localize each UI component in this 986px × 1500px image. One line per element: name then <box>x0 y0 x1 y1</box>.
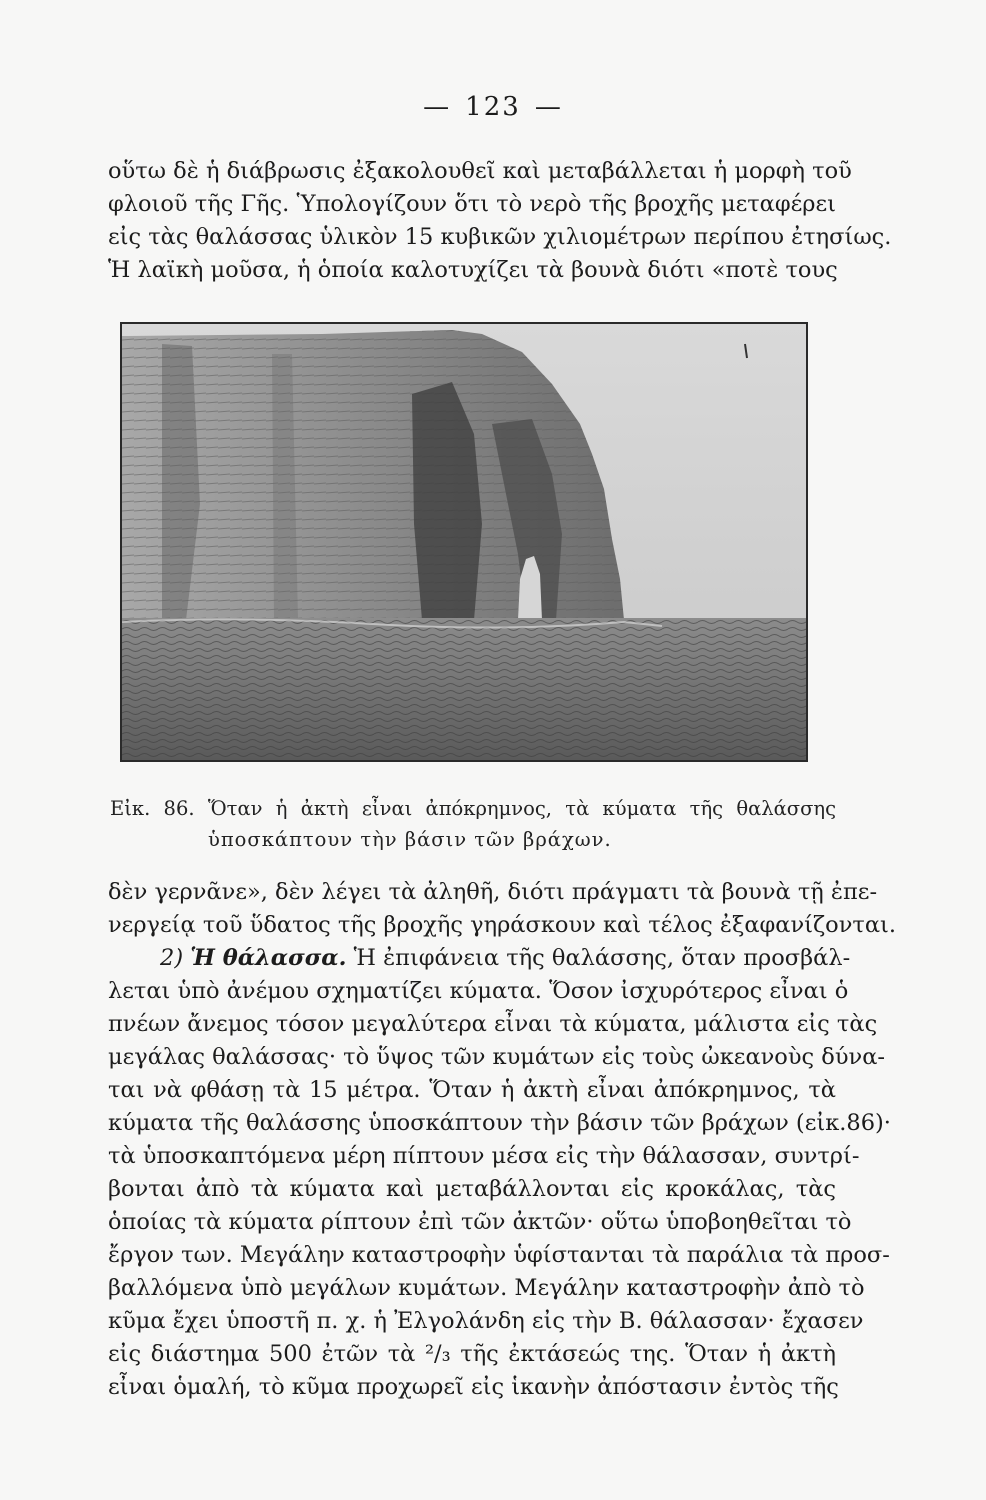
top-text-line-1: οὕτω δὲ ἡ διάβρωσις ἐξακολουθεῖ καὶ μεταβάλλεται ἡ μορφὴ τοῦ <box>108 158 852 184</box>
figure-caption-line-2: ὑποσκάπτουν τὴν βάσιν τῶν βράχων. <box>208 828 612 851</box>
dash-left: — <box>423 92 452 122</box>
body-line-11: ὁποίας τὰ κύματα ρίπτουν ἐπὶ τῶν ἀκτῶν· οὕτω ὑποβοηθεῖται τὸ <box>108 1209 852 1235</box>
section-number: 2) <box>160 945 184 971</box>
figure-caption-line-1: Εἰκ. 86. Ὅταν ἡ ἀκτὴ εἶναι ἀπόκρημνος, τὰ κύματα τῆς θαλάσσης <box>110 797 836 820</box>
section-heading-line <box>160 943 851 973</box>
body-line-5: πνέων ἄνεμος τόσον μεγαλύτερα εἶναι τὰ κύματα, μάλιστα εἰς τὰς <box>108 1011 878 1037</box>
dash-right: — <box>534 92 563 122</box>
body-line-15: εἰς διάστημα 500 ἐτῶν τὰ ²/₃ τῆς ἐκτάσεώς της. Ὅταν ἡ ἀκτὴ <box>108 1341 836 1367</box>
top-text-line-2: φλοιοῦ τῆς Γῆς. Ὑπολογίζουν ὅτι τὸ νερὸ τῆς βροχῆς μεταφέρει <box>108 191 836 217</box>
body-line-14: κῦμα ἔχει ὑποστῆ π. χ. ἡ Ἐλγολάνδη εἰς τὴν Β. θάλασσαν· ἔχασεν <box>108 1308 864 1334</box>
body-line-10: βονται ἀπὸ τὰ κύματα καὶ μεταβάλλονται εἰς κροκάλας, τὰς <box>108 1176 836 1202</box>
cliff-illustration <box>122 324 806 760</box>
body-line-13: βαλλόμενα ὑπὸ μεγάλων κυμάτων. Μεγάλην καταστροφὴν ἀπὸ τὸ <box>108 1275 865 1301</box>
body-line-6: μεγάλας θαλάσσας· τὸ ὕψος τῶν κυμάτων εἰς τοὺς ὠκεανοὺς δύνα- <box>108 1044 885 1070</box>
body-line-4: λεται ὑπὸ ἀνέμου σχηματίζει κύματα. Ὅσον ἰσχυρότερος εἶναι ὁ <box>108 978 849 1004</box>
body-line-7: ται νὰ φθάσῃ τὰ 15 μέτρα. Ὅταν ἡ ἀκτὴ εἶναι ἀπόκρημνος, τὰ <box>108 1077 836 1103</box>
body-line-1: δὲν γερνᾶνε», δὲν λέγει τὰ ἀληθῆ, διότι πράγματι τὰ βουνὰ τῇ ἐπε- <box>108 879 878 905</box>
figure-photo-sea-cliff <box>120 322 808 762</box>
page-number-value: 123 <box>465 92 521 122</box>
top-text-line-4: Ἡ λαϊκὴ μοῦσα, ἡ ὁποία καλοτυχίζει τὰ βουνὰ διότι «ποτὲ τους <box>108 257 838 283</box>
section-heading-text: Ἡ ἐπιφάνεια τῆς θαλάσσης, ὅταν προσβάλ- <box>353 945 851 971</box>
body-line-8: κύματα τῆς θαλάσσης ὑποσκάπτουν τὴν βάσιν τῶν βράχων (εἰκ.86)· <box>108 1110 891 1136</box>
top-text-line-3: εἰς τὰς θαλάσσας ὑλικὸν 15 κυβικῶν χιλιομέτρων περίπου ἐτησίως. <box>108 224 892 250</box>
body-line-9: τὰ ὑποσκαπτόμενα μέρη πίπτουν μέσα εἰς τὴν θάλασσαν, συντρί- <box>108 1143 860 1169</box>
section-title: Ἡ θάλασσα. <box>190 945 347 971</box>
body-line-12: ἔργον των. Μεγάλην καταστροφὴν ὑφίστανται τὰ παράλια τὰ προσ- <box>108 1242 890 1268</box>
body-line-2: νεργείᾳ τοῦ ὕδατος τῆς βροχῆς γηράσκουν καὶ τέλος ἐξαφανίζονται. <box>108 912 897 938</box>
body-line-16: εἶναι ὁμαλή, τὸ κῦμα προχωρεῖ εἰς ἱκανὴν ἀπόστασιν ἐντὸς τῆς <box>108 1374 839 1400</box>
page-number <box>0 92 986 122</box>
